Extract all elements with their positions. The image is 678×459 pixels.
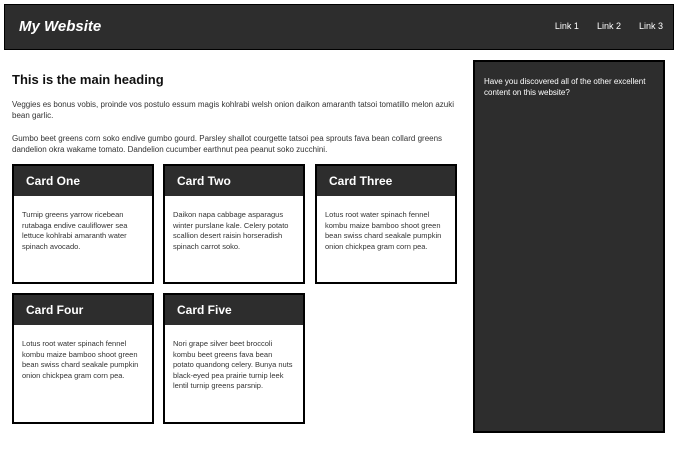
card-five xyxy=(163,293,305,424)
site-header xyxy=(4,4,674,50)
sidebar-text: Have you discovered all of the other excellent content on this website? xyxy=(484,77,646,97)
card-three xyxy=(315,164,457,284)
card-one xyxy=(12,164,154,284)
card-title: Card Four xyxy=(14,295,152,325)
card-text: Nori grape silver beet broccoli kombu beet greens fava bean potato quandong celery. Bunya nuts black-eyed pea prairie turnip leek lentil turnip greens parsnip. xyxy=(173,339,293,390)
card-text: Lotus root water spinach fennel kombu maize bamboo shoot green bean swiss chard seakale pumpkin onion chickpea gram corn pea. xyxy=(22,339,139,380)
intro-paragraph-2: Gumbo beet greens corn soko endive gumbo gourd. Parsley shallot courgette tatsoi pea sprouts fava bean collard greens dandelion okra wakame tomato. Dandelion cucumber earthnut pea peanut soko zucchini. xyxy=(12,134,443,154)
card-text: Turnip greens yarrow ricebean rutabaga endive cauliflower sea lettuce kohlrabi amaranth water spinach avocado. xyxy=(22,210,128,251)
card-title: Card Three xyxy=(317,166,455,196)
sidebar xyxy=(473,60,665,433)
card-title: Card One xyxy=(14,166,152,196)
main-nav xyxy=(555,21,663,31)
card-title: Card Two xyxy=(165,166,303,196)
card-text: Lotus root water spinach fennel kombu maize bamboo shoot green bean swiss chard seakale pumpkin onion chickpea gram corn pea. xyxy=(325,210,442,251)
nav-link-2[interactable]: Link 2 xyxy=(596,21,621,31)
intro-paragraph-1: Veggies es bonus vobis, proinde vos postulo essum magis kohlrabi welsh onion daikon amaranth tatsoi tomatillo melon azuki bean garlic. xyxy=(12,100,455,120)
main-heading: This is the main heading xyxy=(12,72,164,87)
card-four xyxy=(12,293,154,424)
site-title[interactable]: My Website xyxy=(19,18,102,35)
card-text: Daikon napa cabbage asparagus winter purslane kale. Celery potato scallion desert raisin horseradish spinach carrot soko. xyxy=(173,210,289,251)
nav-link-1[interactable]: Link 1 xyxy=(554,21,579,31)
card-title: Card Five xyxy=(165,295,303,325)
card-two xyxy=(163,164,305,284)
nav-link-3[interactable]: Link 3 xyxy=(638,21,663,31)
